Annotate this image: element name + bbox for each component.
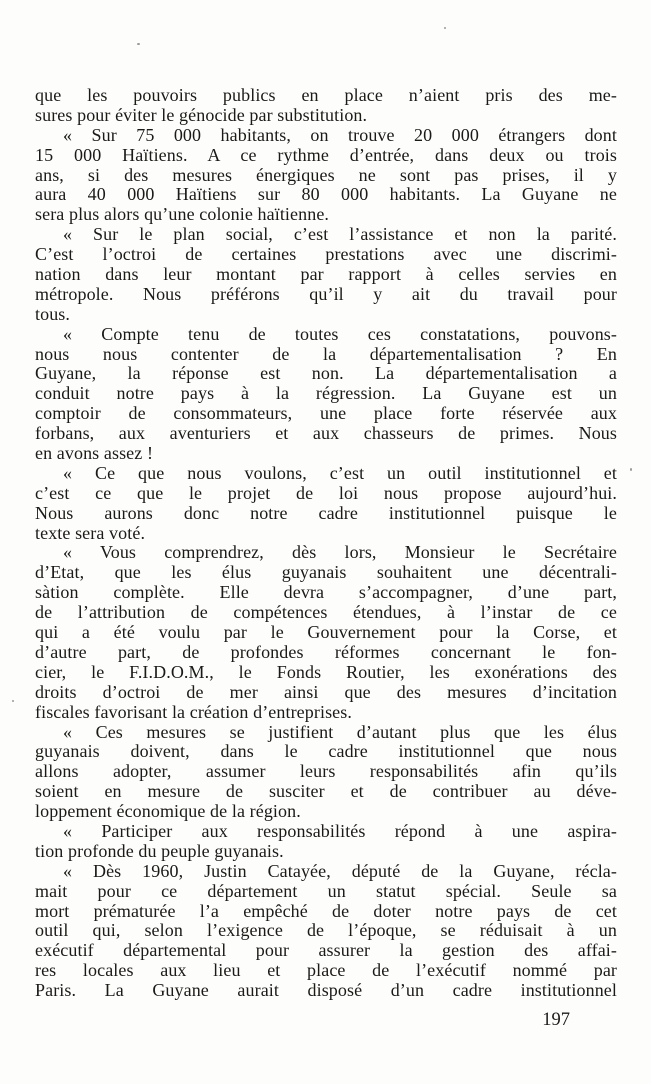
text-line: allons adopter, assumer leurs responsabilités afin qu’ils (35, 762, 617, 782)
text-line: « Vous comprendrez, dès lors, Monsieur le Secrétaire (63, 543, 617, 563)
text-line: qui a été voulu par le Gouvernement pour la Corse, et (35, 623, 617, 643)
text-line: C’est l’octroi de certaines prestations avec une discrimi- (35, 245, 617, 265)
text-line: conduit notre pays à la régression. La Guyane est un (35, 384, 617, 404)
text-line: nation dans leur montant par rapport à celles servies en (35, 265, 617, 285)
page-number: 197 (542, 1010, 570, 1030)
text-line: Guyane, la réponse est non. La départementalisation a (35, 364, 617, 384)
text-line: forbans, aux aventuriers et aux chasseurs de primes. Nous (35, 424, 617, 444)
text-line: tous. (35, 304, 71, 324)
text-line: guyanais doivent, dans le cadre institutionnel que nous (35, 742, 617, 762)
text-line: soient en mesure de susciter et de contribuer au déve- (35, 782, 617, 802)
text-line: « Sur le plan social, c’est l’assistance et non la parité. (63, 225, 617, 245)
text-line: que les pouvoirs publics en place n’aient pris des me- (35, 86, 617, 105)
text-line: « Compte tenu de toutes ces constatations, pouvons- (63, 324, 617, 344)
scan-noise-speck (137, 43, 140, 45)
text-line: sera plus alors qu’une colonie haïtienne. (35, 205, 330, 225)
text-line: outil qui, selon l’exigence de l’époque, se réduisait à un (35, 921, 617, 941)
text-line: 15 000 Haïtiens. A ce rythme d’entrée, dans deux ou trois (35, 145, 617, 165)
text-line: « Ce que nous voulons, c’est un outil institutionnel et (63, 463, 617, 483)
text-line: « Sur 75 000 habitants, on trouve 20 000 étrangers dont (63, 125, 617, 145)
text-line: de l’attribution de compétences étendues, à l’instar de ce (35, 603, 617, 623)
text-line: d’autre part, de profondes réformes concernant le fon- (35, 642, 617, 662)
text-line: « Dès 1960, Justin Catayée, député de la Guyane, récla- (63, 861, 617, 881)
text-line: droits d’octroi de mer ainsi que des mesures d’incitation (35, 682, 617, 702)
text-line: Nous aurons donc notre cadre institutionnel puisque le (35, 503, 617, 523)
scan-noise-speck (630, 468, 632, 471)
text-line: cier, le F.I.D.O.M., le Fonds Routier, les exonérations des (35, 662, 617, 682)
text-line: mort prématurée l’a empêché de doter notre pays de cet (35, 901, 617, 921)
scan-noise-speck (444, 27, 446, 29)
text-line: nous nous contenter de la départementalisation ? En (35, 344, 617, 364)
text-line: exécutif départemental pour assurer la gestion des affai- (35, 941, 617, 961)
text-line: fiscales favorisant la création d’entreprises. (35, 702, 352, 722)
text-line: tion profonde du peuple guyanais. (35, 841, 284, 861)
text-line: sures pour éviter le génocide par substitution. (35, 105, 368, 125)
text-line: métropole. Nous préférons qu’il y ait du travail pour (35, 284, 617, 304)
text-block (35, 86, 617, 1001)
text-line: texte sera voté. (35, 523, 146, 543)
text-line: sàtion complète. Elle devra s’accompagner, d’une part, (35, 583, 617, 603)
text-line: c’est ce que le projet de loi nous propose aujourd’hui. (35, 483, 617, 503)
text-line: Paris. La Guyane aurait disposé d’un cadre institutionnel (35, 981, 617, 1001)
scan-noise-speck (12, 700, 14, 702)
text-line: aura 40 000 Haïtiens sur 80 000 habitants. La Guyane ne (35, 185, 617, 205)
text-line: « Ces mesures se justifient d’autant plus que les élus (63, 722, 617, 742)
text-line: loppement économique de la région. (35, 802, 301, 822)
text-line: en avons assez ! (35, 444, 154, 464)
text-line: mait pour ce département un statut spécial. Seule sa (35, 881, 617, 901)
text-line: ans, si des mesures énergiques ne sont pas prises, il y (35, 165, 617, 185)
text-line: « Participer aux responsabilités répond à une aspira- (63, 821, 617, 841)
text-line: d’Etat, que les élus guyanais souhaitent une décentrali- (35, 563, 617, 583)
text-line: res locales aux lieu et place de l’exécutif nommé par (35, 961, 617, 981)
text-line: comptoir de consommateurs, une place forte réservée aux (35, 404, 617, 424)
